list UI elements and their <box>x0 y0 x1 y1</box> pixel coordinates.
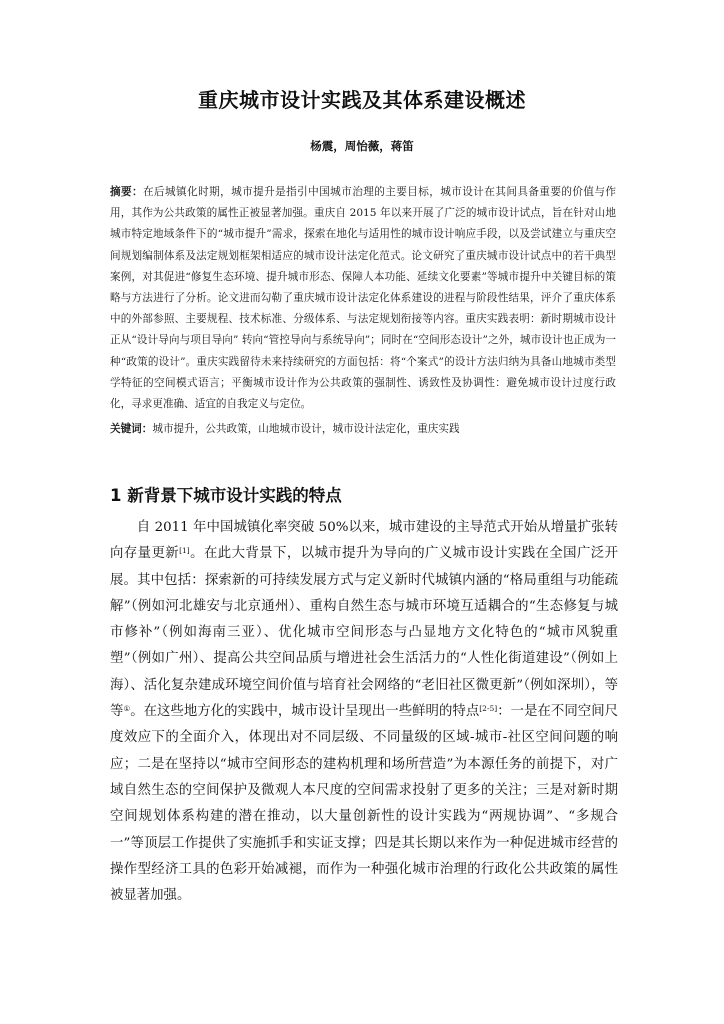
abstract-paragraph <box>110 182 616 415</box>
abstract-text: 在后城镇化时期，城市提升是指引中国城市治理的主要目标，城市设计在其间具备重要的价值与作用，其作为公共政策的属性正被显著加强。重庆自 2015 年以来开展了广泛的城市设计试点，旨在针对山地城市特定地域条件下的“城市提升”需求，探索在地化与适用性的城市设计响应手段，以及尝试建立与重庆空间规划编制体系及法定规划框架相适应的城市设计法定化范式。论文研究了重庆城市设计试点中的若干典型案例，对其促进“修复生态环境、提升城市形态、保障人本功能、延续文化要素”等城市提升中关键目标的策略与方法进行了分析。论文进而勾勒了重庆城市设计法定化体系建设的进程与阶段性结果，评介了重庆体系中的外部参照、主要规程、技术标准、分级体系、与法定规划衔接等内容。重庆实践表明：新时期城市设计正从“设计导向与项目导向” 转向“管控导向与系统导向”；同时在“空间形态设计”之外，城市设计也正成为一种“政策的设计”。重庆实践留待未来持续研究的方面包括：将“个案式”的设计方法归纳为具备山地城市类型学特征的空间模式语言；平衡城市设计作为公共政策的强制性、诱致性及协调性：避免城市设计过度行政化，寻求更准确、适宜的自我定义与定位。 <box>110 186 617 411</box>
body-text-part-3: 。在这些地方化的实践中，城市设计呈现出一些鲜明的特点 <box>130 704 480 720</box>
keywords-text: 城市提升，公共政策，山地城市设计，城市设计法定化，重庆实践 <box>152 423 460 435</box>
citation-ref-1[interactable]: [1] <box>179 545 190 555</box>
paper-title: 重庆城市设计实践及其体系建设概述 <box>198 88 526 112</box>
abstract-label: 摘要： <box>110 186 144 198</box>
keywords-label: 关键词： <box>110 423 153 435</box>
section-heading: 1 新背景下城市设计实践的特点 <box>110 486 342 505</box>
section-body-paragraph <box>110 515 618 909</box>
body-text-part-1: 自 2011 年中国城镇化率突破 50%以来，城市建设的主导范式开始从增量扩张转向存量更新 <box>110 520 618 562</box>
citation-ref-2[interactable]: [2-5] <box>479 703 498 713</box>
footnote-ref-1[interactable]: ① <box>123 703 131 713</box>
body-text-part-2: 。在此大背景下，以城市提升为导向的广义城市设计实践在全国广泛开展。其中包括：探索新的可持续发展方式与定义新时代城镇内涵的“格局重组与功能疏解”（例如河北雄安与北京通州）、重构自然生态与城市环境互适耦合的“生态修复与城市修补”（例如海南三亚）、优化城市空间形态与凸显地方文化特色的“城市风貌重塑”（例如广州）、提高公共空间品质与增进社会生活活力的“人性化街道建设”（例如上海）、活化复杂建成环境空间价值与培育社会网络的“老旧社区微更新”（例如深圳），等等 <box>110 546 619 720</box>
keywords-line <box>110 419 616 440</box>
paper-authors: 杨震，周怡薇，蒋笛 <box>310 139 414 153</box>
body-text-part-4: ：一是在不同空间尺度效应下的全面介入，体现出对不同层级、不同量级的区域-城市-社区空间问题的响应；二是在坚持以“城市空间形态的建构机理和场所营造”为本源任务的前提下，对广域自然生态的空间保护及微观人本尺度的空间需求投射了更多的关注；三是对新时期空间规划体系构建的潜在推动，以大量创新性的设计实践为“两规协调”、“多规合一”等顶层工作提供了实施抓手和实证支撑；四是其长期以来作为一种促进城市经营的操作型经济工具的色彩开始减褪，而作为一种强化城市治理的行政化公共政策的属性被显著加强。 <box>110 704 619 904</box>
